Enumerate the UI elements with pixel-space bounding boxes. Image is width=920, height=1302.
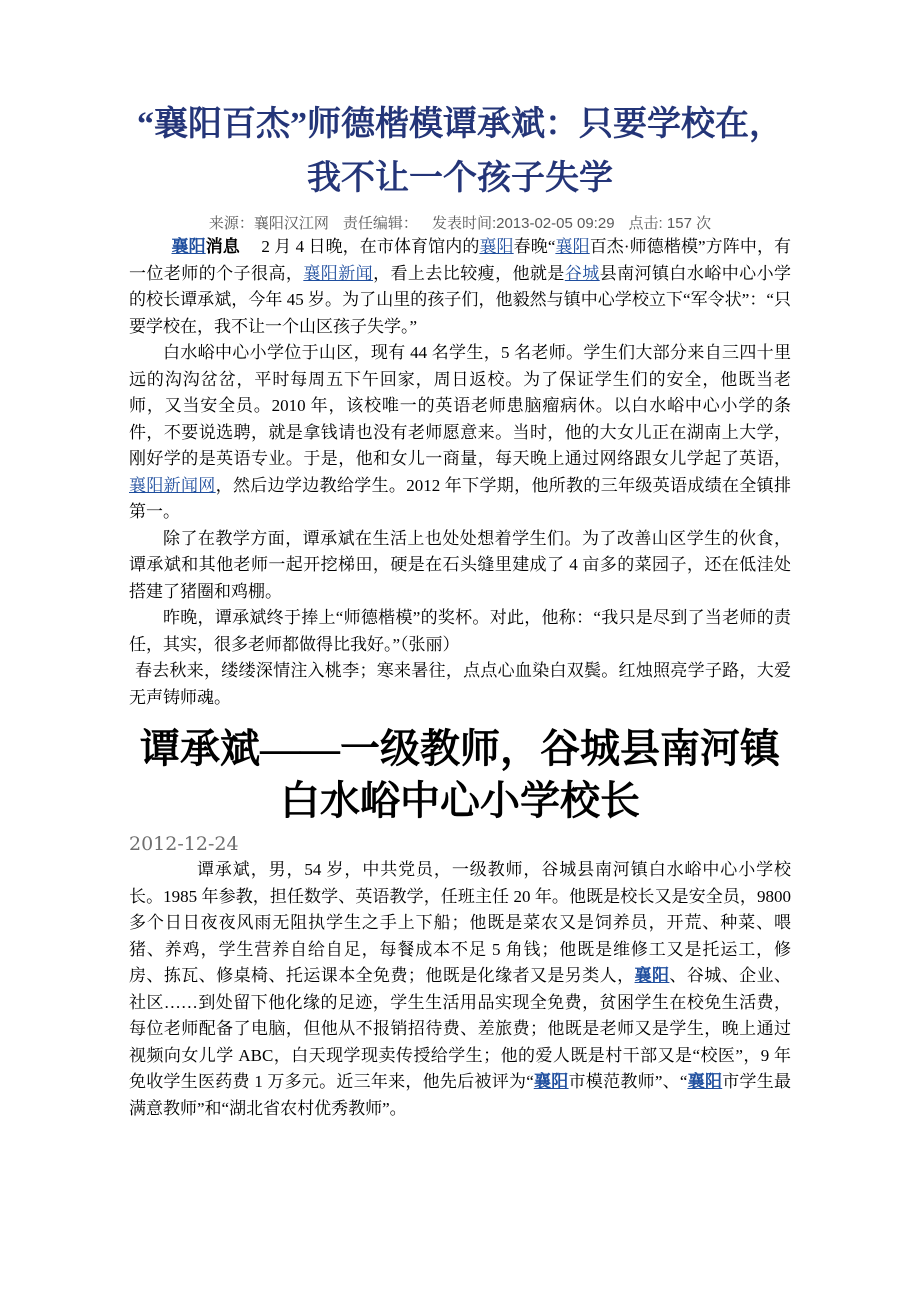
text-run: 2 月 4 日晚，在市体育馆内的 [239, 237, 480, 256]
text-run: 白水峪中心小学位于山区，现有 44 名学生，5 名老师。学生们大部分来自三四十里远的沟沟岔岔，平时每周五下午回家，周日返校。为了保证学生们的安全，他既当老师，又当安全员。2010 年，该校唯一的英语老师患脑瘤病休。以白水峪中心小学的条件，不要说选聘，就是拿钱请也没有老师愿意来。当时，他的大女儿正在湖南上大学，刚好学的是英语专业。于是，他和女儿一商量，每天晚上通过网络跟女儿学起了英语， [129, 343, 791, 468]
text-run: 除了在教学方面，谭承斌在生活上也处处想着学生们。为了改善山区学生的伙食，谭承斌和其他老师一起开挖梯田，硬是在石头缝里建成了 4 亩多的菜园子，还在低洼处搭建了猪圈和鸡棚。 [129, 528, 791, 601]
text-run: 谭承斌，男，54 岁，中共党员，一级教师，谷城县南河镇白水峪中心小学校长。1985 年参教，担任数学、英语教学，任班主任 20 年。他既是校长又是安全员，9800 多个日日夜夜风雨无阻执学生之手上下船；他既是菜农又是饲养员，开荒、种菜、喂猪、养鸡，学生营养自给自足，每餐成本不足 5 角钱；他既是维修工又是托运工，修房、拣瓦、修桌椅、托运课本全免费；他既是化缘者又是另类人， [129, 860, 796, 985]
inline-link[interactable]: 襄阳 [171, 237, 206, 256]
inline-link[interactable]: 谷城 [564, 263, 600, 283]
meta-editor: 责任编辑： [342, 215, 418, 232]
inline-link[interactable]: 襄阳新闻网 [129, 475, 216, 495]
text-run: 市模范教师”、“ [568, 1072, 688, 1091]
paragraph-profile [129, 857, 796, 1122]
text-run: 春去秋来，缕缕深情注入桃李；寒来暑往，点点心血染白双鬓。红烛照亮学子路，大爱无声铸师魂。 [129, 661, 791, 707]
section-title: 谭承斌——一级教师，谷城县南河镇白水峪中心小学校长 [140, 726, 780, 823]
text-run: 消息 [205, 237, 240, 256]
paragraph-school [129, 340, 791, 526]
inline-link[interactable]: 襄阳 [634, 966, 670, 985]
section-date: 2012-12-24 [129, 833, 239, 855]
article-title: “襄阳百杰”师德楷模谭承斌：只要学校在，我不让一个孩子失学 [137, 106, 783, 197]
text-run: ，然后边学边教给学生。2012 年下学期，他所教的三年级英语成绩在全镇排第一。 [129, 475, 792, 521]
meta-clicks: 点击: 157 次 [628, 215, 712, 232]
text-run: 、谷城、企业、社区……到处留下他化缘的足迹，学生生活用品实现全免费，贫困学生在校免生活费，每位老师配备了电脑，但他从不报销招待费、差旅费；他既是老师又是学生，晚上通过视频向女儿学 ABC，白天现学现卖传授给学生；他的爱人既是村干部又是“校医”，9 年免收学生医药费 1 万多元。近三年来，他先后被评为“ [129, 966, 792, 1091]
inline-link[interactable]: 襄阳 [533, 1072, 569, 1091]
text-run: ，看上去比较瘦，他就是 [373, 263, 565, 283]
inline-link[interactable]: 襄阳新闻 [303, 263, 374, 283]
inline-link[interactable]: 襄阳 [479, 237, 514, 256]
text-run: 百杰·师德楷模”方阵中，有一位老师的个子很高， [129, 237, 792, 283]
text-run: 昨晚，谭承斌终于捧上“师德楷模”的奖杯。对此，他称：“我只是尽到了当老师的责任，其实，很多老师都做得比我好。”（张丽） [129, 608, 791, 654]
paragraph-lede [129, 234, 791, 340]
article-meta-line [129, 214, 791, 234]
paragraph-verse [129, 658, 791, 711]
text-run: 春晚“ [513, 237, 556, 256]
paragraph-life [129, 526, 791, 606]
text-run: 市学生最满意教师”和“湖北省农村优秀教师”。 [129, 1072, 792, 1118]
paragraph-award [129, 605, 791, 658]
text-run: 县南河镇白水峪中心小学的校长谭承斌，今年 45 岁。为了山里的孩子们，他毅然与镇中心学校立下“军令状”：“只要学校在，我不让一个山区孩子失学。” [129, 263, 792, 336]
inline-link[interactable]: 襄阳 [687, 1072, 723, 1091]
meta-source: 来源：襄阳汉江网 [208, 215, 329, 232]
inline-link[interactable]: 襄阳 [555, 237, 590, 256]
meta-publish-time: 发表时间:2013-02-05 09:29 [431, 215, 615, 232]
